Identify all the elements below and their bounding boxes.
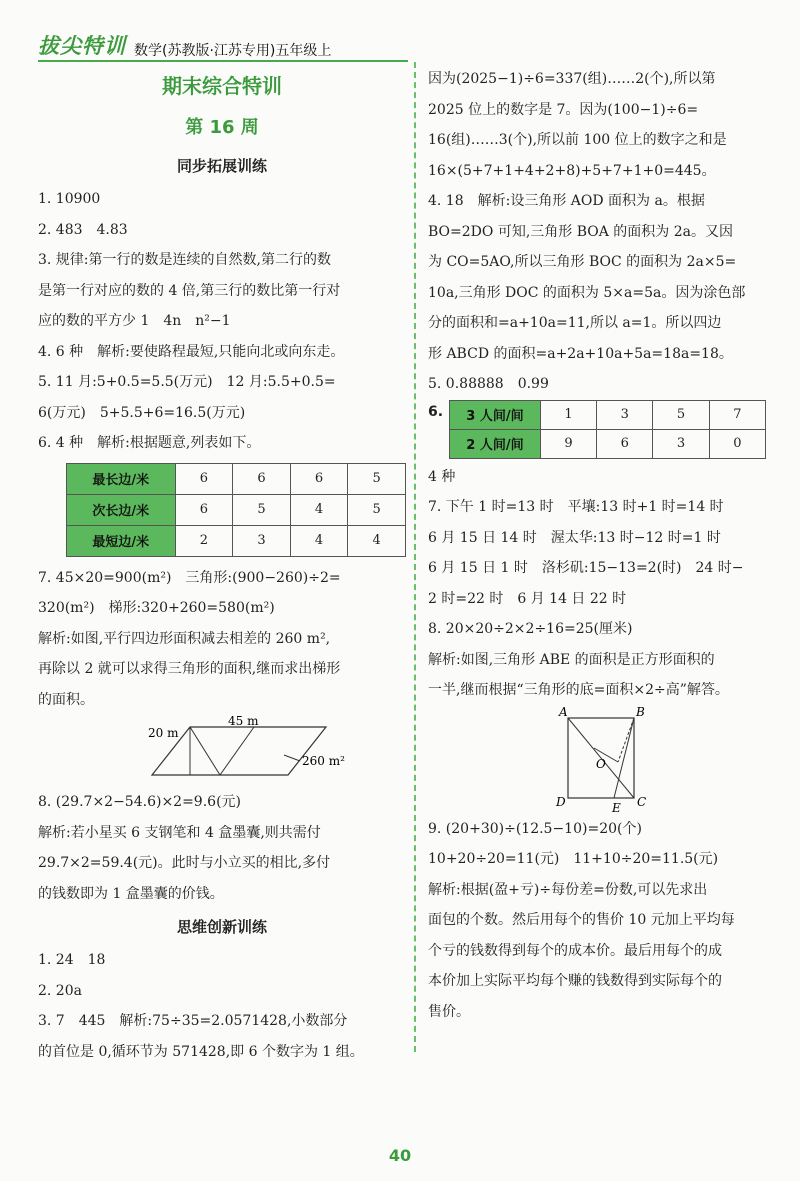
answer-line: 2 时=22 时 6 月 14 日 22 时 xyxy=(428,590,627,607)
answer-line: 7. 45×20=900(m²) 三角形:(900−260)÷2= xyxy=(38,569,341,586)
answer-line: 的首位是 0,循环节为 571428,即 6 个数字为 1 组。 xyxy=(38,1043,364,1060)
parallelogram-diagram xyxy=(38,715,406,787)
book-subtitle: 数学(苏教版·江苏专用)五年级上 xyxy=(134,43,332,59)
fig-label-c: C xyxy=(637,794,647,809)
answer-line: 2. 20a xyxy=(38,982,82,999)
answer-line: 4. 6 种 解析:要使路程最短,只能向北或向东走。 xyxy=(38,343,345,360)
table-header-cell: 3 人间/间 xyxy=(450,400,541,429)
answer-line: 因为(2025−1)÷6=337(组)……2(个),所以第 xyxy=(428,71,716,87)
fig-label-right: 260 m² xyxy=(302,754,345,768)
answer-line: 10+20÷20=11(元) 11+10÷20=11.5(元) xyxy=(428,851,719,867)
page-header xyxy=(38,34,331,60)
page-number: 40 xyxy=(388,1146,412,1165)
answer-line: 的钱数即为 1 盒墨囊的价钱。 xyxy=(38,885,224,902)
answer-line: BO=2DO 可知,三角形 BOA 的面积为 2a。又因 xyxy=(428,223,734,240)
table-cell: 9 xyxy=(540,429,596,458)
table-cell: 4 xyxy=(348,525,406,556)
answer-line: 3. 规律:第一行的数是连续的自然数,第二行的数 xyxy=(38,252,331,268)
parallelogram-figure xyxy=(38,715,406,787)
answer-line: 的面积。 xyxy=(38,691,94,708)
answer-line: 5. 0.88888 0.99 xyxy=(428,376,549,392)
section-title: 期末综合特训 xyxy=(162,74,282,98)
table-cell: 3 xyxy=(233,525,291,556)
table-row xyxy=(67,463,406,494)
table-cell: 5 xyxy=(653,400,709,429)
question-number: 6. xyxy=(428,403,444,420)
fig-label-d: D xyxy=(556,794,566,809)
fig-label-e: E xyxy=(612,800,621,814)
answer-line: 6 月 15 日 1 时 洛杉矶:15−13=2(时) 24 时− xyxy=(428,560,744,576)
answer-line: 面包的个数。然后用每个的售价 10 元加上平均每 xyxy=(428,912,735,928)
subsection-title: 同步拓展训练 xyxy=(176,157,267,175)
subsection-title: 思维创新训练 xyxy=(176,918,267,936)
fig-label-left: 20 m xyxy=(148,726,179,740)
answer-line: 是第一行对应的数的 4 倍,第三行的数比第一行对 xyxy=(38,282,341,299)
square-diagram xyxy=(428,706,766,814)
table-cell: 2 xyxy=(175,525,233,556)
answer-line: 3. 7 445 解析:75÷35=2.0571428,小数部分 xyxy=(38,1013,348,1029)
answer-line: 一半,继而根据“三角形的底=面积×2÷高”解答。 xyxy=(428,682,729,698)
answer-line: 解析:若小星买 6 支钢笔和 4 盒墨囊,则共需付 xyxy=(38,824,321,841)
table-cell: 5 xyxy=(348,463,406,494)
answer-line: 售价。 xyxy=(428,1003,470,1020)
table-cell: 3 xyxy=(597,400,653,429)
fig-label-top: 45 m xyxy=(228,715,259,728)
table-cell: 4 xyxy=(290,494,348,525)
question-6-row xyxy=(428,400,766,462)
answer-line: 2. 483 4.83 xyxy=(38,221,128,238)
fig-label-o: O xyxy=(596,756,606,771)
answer-line: 9. (20+30)÷(12.5−10)=20(个) xyxy=(428,820,642,837)
answer-line: 个亏的钱数得到每个的成本价。最后用每个的成 xyxy=(428,942,722,959)
answer-line: 解析:如图,三角形 ABE 的面积是正方形面积的 xyxy=(428,651,715,668)
table-cell: 6 xyxy=(175,494,233,525)
brand-logo: 拔尖特训 xyxy=(38,34,126,58)
table-row xyxy=(450,429,766,458)
table-cell: 5 xyxy=(233,494,291,525)
table-cell: 5 xyxy=(348,494,406,525)
fig-label-a: A xyxy=(559,705,568,719)
answer-line: 解析:根据(盈+亏)÷每份差=份数,可以先求出 xyxy=(428,881,708,898)
fig-label-b: B xyxy=(636,705,645,719)
answer-line: 2025 位上的数字是 7。因为(100−1)÷6= xyxy=(428,101,699,118)
answer-line: 29.7×2=59.4(元)。此时与小立买的相比,多付 xyxy=(38,855,331,871)
answer-line: 4 种 xyxy=(428,468,456,485)
table-header-cell: 2 人间/间 xyxy=(450,429,541,458)
answer-line: 10a,三角形 DOC 的面积为 5×a=5a。因为涂色部 xyxy=(428,284,746,301)
triangle-sides-table xyxy=(66,463,406,557)
table-cell: 7 xyxy=(709,400,765,429)
answer-line: 1. 10900 xyxy=(38,191,101,207)
answer-line: 320(m²) 梯形:320+260=580(m²) xyxy=(38,600,275,616)
answer-line: 为 CO=5AO,所以三角形 BOC 的面积为 2a×5= xyxy=(428,254,737,270)
answer-line: 分的面积和=a+10a=11,所以 a=1。所以四边 xyxy=(428,315,722,331)
answer-line: 8. 20×20÷2×2÷16=25(厘米) xyxy=(428,621,633,637)
answer-line: 再除以 2 就可以求得三角形的面积,继而求出梯形 xyxy=(38,661,341,677)
answer-line: 解析:如图,平行四边形面积减去相差的 260 m², xyxy=(38,630,331,647)
table-cell: 4 xyxy=(290,525,348,556)
answer-line: 形 ABCD 的面积=a+2a+10a+5a=18a=18。 xyxy=(428,345,733,362)
header-rule xyxy=(38,60,408,62)
answer-line: 应的数的平方少 1 4n n²−1 xyxy=(38,313,231,329)
answer-line: 6 月 15 日 14 时 渥太华:13 时−12 时=1 时 xyxy=(428,529,721,546)
table-cell: 6 xyxy=(597,429,653,458)
answer-line: 5. 11 月:5+0.5=5.5(万元) 12 月:5.5+0.5= xyxy=(38,374,336,390)
week-title: 第 16 周 xyxy=(185,117,259,138)
table-cell: 6 xyxy=(175,463,233,494)
answer-line: 8. (29.7×2−54.6)×2=9.6(元) xyxy=(38,794,241,810)
table-row xyxy=(67,525,406,556)
square-figure xyxy=(428,706,766,814)
answer-line: 6(万元) 5+5.5+6=16.5(万元) xyxy=(38,404,246,421)
answer-line: 4. 18 解析:设三角形 AOD 面积为 a。根据 xyxy=(428,193,705,209)
table-cell: 6 xyxy=(290,463,348,494)
table-header-cell: 最长边/米 xyxy=(67,463,176,494)
answer-line: 本价加上实际平均每个赚的钱数得到实际每个的 xyxy=(428,973,722,989)
left-column xyxy=(38,64,406,1067)
rooms-table xyxy=(449,400,766,459)
table-header-cell: 次长边/米 xyxy=(67,494,176,525)
answer-line: 6. 4 种 解析:根据题意,列表如下。 xyxy=(38,435,261,451)
table-header-cell: 最短边/米 xyxy=(67,525,176,556)
table-row xyxy=(67,494,406,525)
answer-line: 7. 下午 1 时=13 时 平壤:13 时+1 时=14 时 xyxy=(428,499,724,515)
table-cell: 1 xyxy=(540,400,596,429)
table-cell: 0 xyxy=(709,429,765,458)
table-cell: 3 xyxy=(653,429,709,458)
table-row xyxy=(450,400,766,429)
answer-line: 16(组)……3(个),所以前 100 位上的数字之和是 xyxy=(428,132,727,148)
answer-line: 16×(5+7+1+4+2+8)+5+7+1+0=445。 xyxy=(428,162,716,179)
table-cell: 6 xyxy=(233,463,291,494)
answer-line: 1. 24 18 xyxy=(38,952,106,968)
column-divider xyxy=(414,62,416,1052)
right-column xyxy=(428,64,766,1027)
